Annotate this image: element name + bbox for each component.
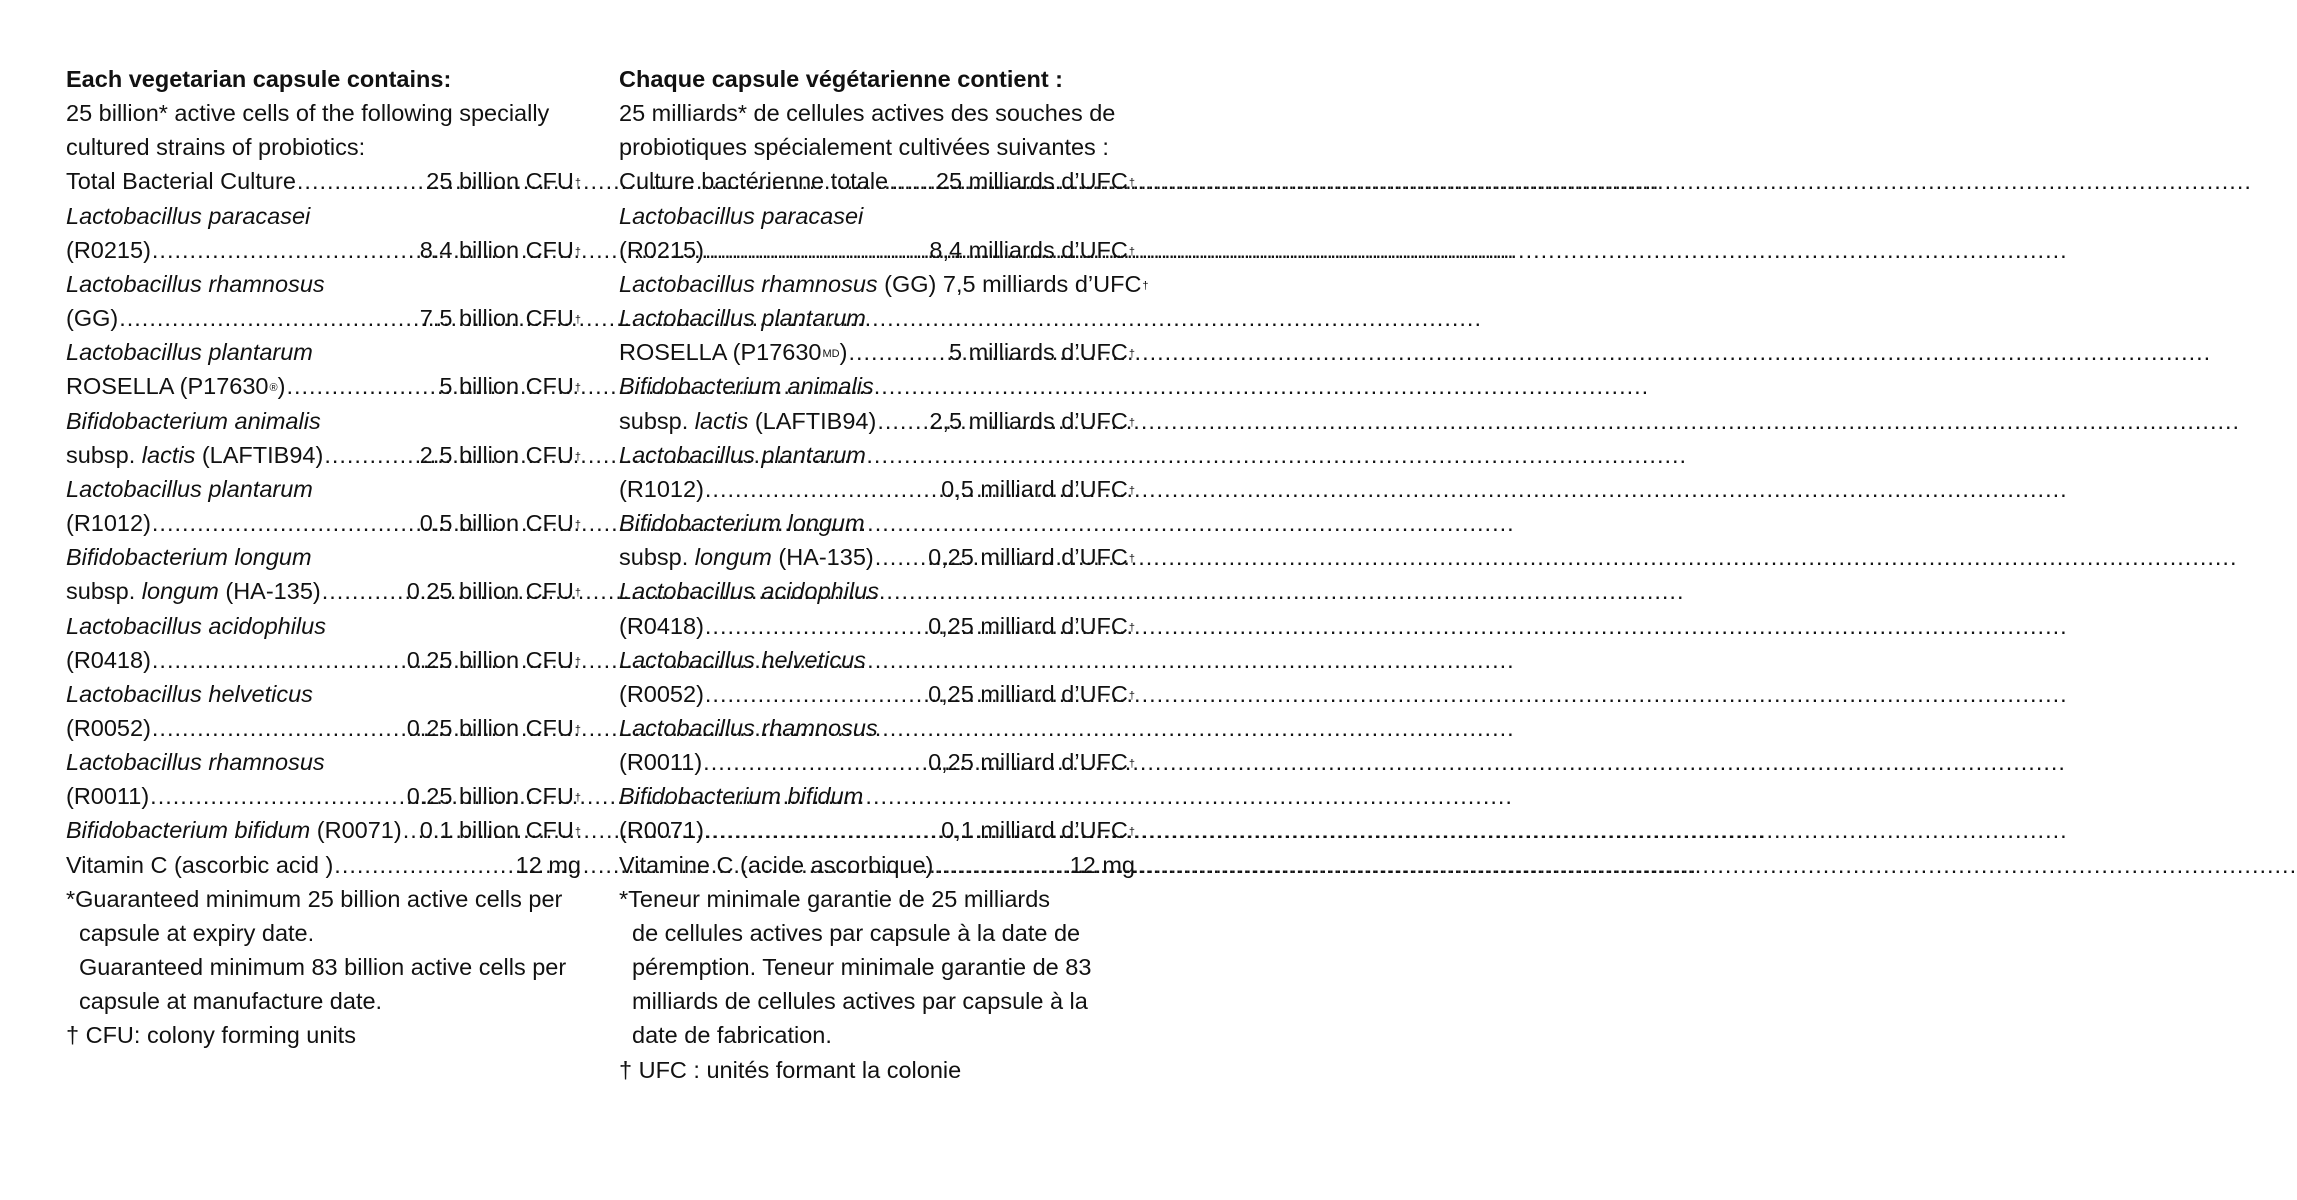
total-value: 25 milliards d’UFC† bbox=[935, 168, 1135, 195]
strain-label: (R0011) bbox=[619, 749, 703, 776]
leader-dots bbox=[403, 813, 417, 847]
strain-label: Bifidobacterium bifidum (R0071) bbox=[66, 817, 402, 844]
strain-label: subsp. longum (HA-135) bbox=[619, 544, 874, 571]
leader-dots bbox=[705, 813, 938, 847]
strain-row bbox=[619, 540, 1135, 574]
strain-label: (R0011) bbox=[66, 783, 150, 810]
strain-row bbox=[66, 779, 581, 813]
footnote-line: Guaranteed minimum 83 billion active cells per bbox=[79, 954, 567, 981]
footnote-line: *Teneur minimale garantie de 25 milliards bbox=[619, 885, 1051, 912]
french-heading: Chaque capsule végétarienne contient : bbox=[619, 66, 1063, 92]
leader-dots bbox=[152, 233, 417, 267]
strain-label: subsp. longum (HA-135) bbox=[66, 578, 321, 605]
footnote-line: *Guaranteed minimum 25 billion active cells per bbox=[66, 885, 563, 912]
strain-label: (R0052) bbox=[66, 714, 151, 741]
strain-value: 0,25 milliard d’UFC† bbox=[928, 544, 1135, 571]
total-label: Total Bacterial Culture bbox=[66, 168, 296, 195]
vitamin-value: 12 mg bbox=[1069, 851, 1135, 878]
strain-value: 0.1 billion CFU† bbox=[419, 817, 581, 844]
strain-row bbox=[66, 711, 581, 745]
strain-name: Lactobacillus paracasei bbox=[66, 202, 311, 229]
strain-label: Lactobacillus rhamnosus (GG) bbox=[619, 270, 943, 297]
leader-dots bbox=[705, 609, 925, 643]
strain-value: 0,25 milliard d’UFC† bbox=[928, 749, 1135, 776]
strain-name: Lactobacillus paracasei bbox=[619, 202, 864, 229]
strain-row bbox=[619, 813, 1135, 847]
strain-row bbox=[66, 438, 581, 472]
strain-value: 8,4 milliards d’UFC† bbox=[929, 236, 1135, 263]
leader-dots bbox=[152, 506, 417, 540]
strain-name: Bifidobacterium longum bbox=[66, 544, 312, 571]
strain-name: Lactobacillus rhamnosus bbox=[619, 714, 878, 741]
footnote-line: capsule at expiry date. bbox=[79, 919, 315, 946]
strain-value: 0,25 milliard d’UFC† bbox=[928, 680, 1135, 707]
strain-value: 0,1 milliard d’UFC† bbox=[941, 817, 1135, 844]
leader-dots bbox=[152, 643, 404, 677]
leader-dots bbox=[705, 233, 926, 267]
strain-label: (R0215) bbox=[619, 236, 704, 263]
total-label: Culture bactérienne totale bbox=[619, 168, 889, 195]
strain-name: Lactobacillus plantarum bbox=[66, 339, 313, 366]
english-vitamin-row bbox=[66, 848, 581, 882]
leader-dots bbox=[877, 404, 926, 438]
english-total-row bbox=[66, 164, 581, 198]
vitamin-value: 12 mg bbox=[515, 851, 581, 878]
leader-dots bbox=[703, 745, 925, 779]
leader-dots bbox=[889, 164, 933, 198]
strain-value: 0,25 milliard d’UFC† bbox=[928, 612, 1135, 639]
strain-label: (R1012) bbox=[619, 475, 704, 502]
vitamin-label: Vitamine C (acide ascorbique) bbox=[619, 851, 934, 878]
leader-dots bbox=[324, 438, 416, 472]
french-intro-line: 25 milliards* de cellules actives des souches de bbox=[619, 100, 1116, 127]
strain-value: 2.5 billion CFU† bbox=[419, 441, 581, 468]
strain-value: 5 billion CFU† bbox=[439, 373, 581, 400]
leader-dots bbox=[150, 779, 404, 813]
footnote-line: date de fabrication. bbox=[632, 1022, 832, 1049]
leader-dots bbox=[875, 540, 925, 574]
strain-row bbox=[619, 335, 1135, 369]
strain-row bbox=[66, 506, 581, 540]
strain-label: ROSELLA (P17630®) bbox=[66, 373, 286, 400]
strain-row bbox=[66, 233, 581, 267]
ufc-footnote: † UFC : unités formant la colonie bbox=[619, 1056, 962, 1083]
strain-name: Lactobacillus acidophilus bbox=[66, 612, 326, 639]
strain-value: 5 milliards d’UFC† bbox=[948, 339, 1135, 366]
strain-value: 7.5 billion CFU† bbox=[419, 305, 581, 332]
strain-value: 0.25 billion CFU† bbox=[406, 578, 581, 605]
leader-dots bbox=[152, 711, 404, 745]
vitamin-label: Vitamin C (ascorbic acid ) bbox=[66, 851, 334, 878]
strain-value: 2,5 milliards d’UFC† bbox=[929, 407, 1135, 434]
english-heading: Each vegetarian capsule contains: bbox=[66, 66, 452, 92]
strain-row bbox=[619, 472, 1135, 506]
french-total-row bbox=[619, 164, 1135, 198]
strain-row bbox=[66, 369, 581, 403]
strain-name: Lactobacillus helveticus bbox=[619, 646, 866, 673]
leader-dots bbox=[705, 677, 925, 711]
strain-name: Lactobacillus plantarum bbox=[66, 475, 313, 502]
footnote-line: de cellules actives par capsule à la date de bbox=[632, 919, 1081, 946]
strain-label: (R1012) bbox=[66, 510, 151, 537]
strain-row bbox=[619, 677, 1135, 711]
french-rhamnosus-gg-row bbox=[619, 267, 1149, 301]
strain-name: Lactobacillus rhamnosus bbox=[66, 270, 325, 297]
strain-row bbox=[66, 574, 581, 608]
strain-row bbox=[619, 745, 1135, 779]
strain-name: Lactobacillus rhamnosus bbox=[66, 749, 325, 776]
strain-name: Lactobacillus plantarum bbox=[619, 441, 866, 468]
strain-label: subsp. lactis (LAFTIB94) bbox=[66, 441, 324, 468]
english-bifidum-row bbox=[66, 813, 581, 847]
strain-label: subsp. lactis (LAFTIB94) bbox=[619, 407, 877, 434]
french-vitamin-row bbox=[619, 848, 1135, 882]
strain-name: Bifidobacterium animalis bbox=[66, 407, 321, 434]
strain-label: (R0215) bbox=[66, 236, 151, 263]
strain-value: 7,5 milliards d’UFC† bbox=[942, 270, 1149, 297]
strain-row bbox=[66, 643, 581, 677]
leader-dots bbox=[119, 301, 417, 335]
french-intro-line: probiotiques spécialement cultivées suivantes : bbox=[619, 134, 1109, 161]
french-paracasei-row bbox=[619, 233, 1135, 267]
strain-label: (R0071) bbox=[619, 817, 704, 844]
strain-label: (R0418) bbox=[619, 612, 704, 639]
cfu-footnote: † CFU: colony forming units bbox=[66, 1022, 356, 1049]
strain-row bbox=[66, 301, 581, 335]
leader-dots bbox=[286, 369, 436, 403]
strain-value: 0.25 billion CFU† bbox=[406, 646, 581, 673]
footnote-line: milliards de cellules actives par capsule à la bbox=[632, 988, 1088, 1015]
leader-dots bbox=[334, 848, 512, 882]
english-column bbox=[66, 62, 581, 1053]
strain-name: Bifidobacterium longum bbox=[619, 510, 865, 537]
footnote-line: capsule at manufacture date. bbox=[79, 988, 383, 1015]
leader-dots bbox=[848, 335, 946, 369]
strain-value: 0.5 billion CFU† bbox=[419, 510, 581, 537]
strain-value: 8.4 billion CFU† bbox=[419, 236, 581, 263]
english-intro-line: cultured strains of probiotics: bbox=[66, 134, 366, 161]
strain-name: Lactobacillus acidophilus bbox=[619, 578, 879, 605]
strain-label: (R0052) bbox=[619, 680, 704, 707]
french-strain-list bbox=[619, 301, 1135, 848]
strain-value: 0.25 billion CFU† bbox=[406, 714, 581, 741]
strain-label: (R0418) bbox=[66, 646, 151, 673]
english-strain-list bbox=[66, 199, 581, 814]
leader-dots bbox=[934, 848, 1066, 882]
strain-name: Bifidobacterium bifidum bbox=[619, 783, 864, 810]
footnote-line: péremption. Teneur minimale garantie de 83 bbox=[632, 954, 1092, 981]
strain-value: 0.25 billion CFU† bbox=[406, 783, 581, 810]
strain-name: Lactobacillus helveticus bbox=[66, 680, 313, 707]
leader-dots bbox=[322, 574, 404, 608]
strain-label: ROSELLA $(P17630^{MD})$ bbox=[619, 339, 848, 366]
french-column bbox=[619, 62, 1149, 1087]
strain-label: (GG) bbox=[66, 305, 119, 332]
leader-dots bbox=[705, 472, 938, 506]
leader-dots bbox=[297, 164, 423, 198]
strain-row bbox=[619, 609, 1135, 643]
strain-row bbox=[619, 404, 1135, 438]
strain-name: Bifidobacterium animalis bbox=[619, 373, 874, 400]
english-intro-line: 25 billion* active cells of the following specially bbox=[66, 100, 550, 127]
total-value: 25 billion CFU† bbox=[426, 168, 581, 195]
strain-name: Lactobacillus plantarum bbox=[619, 305, 866, 332]
strain-value: 0,5 milliard d’UFC† bbox=[941, 475, 1135, 502]
